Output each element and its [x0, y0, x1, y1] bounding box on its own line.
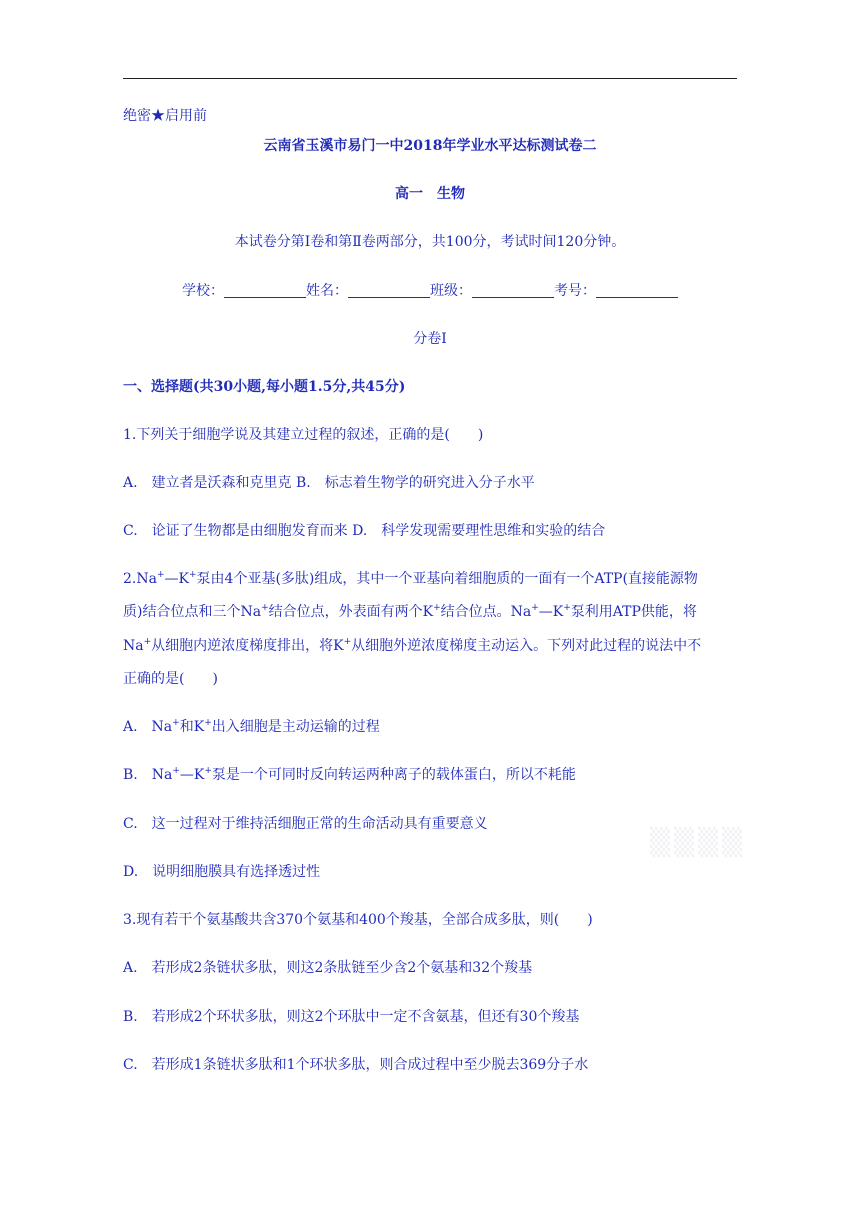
q2-stem-line-4: 正确的是( ): [123, 671, 218, 687]
q2-stem-line-1: [123, 569, 698, 589]
q2-text: —K: [164, 571, 189, 587]
superscript: +: [563, 603, 571, 613]
q2-text: 结合位点。Na: [440, 604, 532, 620]
q2-text: 从细胞外逆浓度梯度主动运入。下列对此过程的说法中不: [351, 638, 702, 654]
name-label: 姓名：: [306, 283, 348, 299]
q1-options-row-1: A. 建立者是沃森和克里克 B. 标志着生物学的研究进入分子水平: [123, 475, 535, 491]
name-blank[interactable]: [348, 283, 430, 298]
q2-text: Na: [123, 638, 144, 654]
q2-option-b: [123, 765, 576, 785]
q2-stem-line-3: [123, 636, 701, 656]
exam-title: 云南省玉溪市易门一中2018年学业水平达标测试卷二: [263, 138, 597, 154]
q2-text: 质)结合位点和三个Na: [123, 604, 262, 620]
exam-number-label: 考号：: [554, 283, 596, 299]
q3-option-a: A. 若形成2条链状多肽，则这2条肽链至少含2个氨基和32个羧基: [123, 960, 533, 976]
q2-text: —K: [179, 767, 205, 783]
section-label: 分卷I: [413, 331, 447, 347]
superscript: +: [343, 637, 352, 647]
exam-subtitle: 高一 生物: [395, 186, 465, 202]
q2-option-a: [123, 717, 380, 737]
q2-text: B. Na: [123, 767, 173, 783]
q2-text: 泵是一个可同时反向转运两种离子的载体蛋白，所以不耗能: [211, 767, 576, 783]
superscript: +: [204, 766, 212, 776]
part-heading: 一、选择题(共30小题,每小题1.5分,共45分): [123, 379, 406, 395]
q2-text: 和K: [179, 719, 205, 735]
school-blank[interactable]: [224, 283, 306, 298]
class-label: 班级：: [430, 283, 472, 299]
q2-text: 泵由4个亚基(多肽)组成，其中一个亚基向着细胞质的一面有一个ATP(直接能源物: [196, 571, 698, 587]
q2-text: 从细胞内逆浓度梯度排出，将K: [151, 638, 344, 654]
student-info-row: [0, 281, 860, 301]
q2-text: —K: [538, 604, 564, 620]
school-label: 学校：: [182, 283, 224, 299]
superscript: +: [261, 603, 269, 613]
q1-options-row-2: C. 论证了生物都是由细胞发育而来 D. 科学发现需要理性思维和实验的结合: [123, 523, 606, 539]
superscript: +: [204, 718, 212, 728]
exam-number-blank[interactable]: [596, 283, 678, 298]
q2-text: 结合位点，外表面有两个K: [268, 604, 434, 620]
q2-stem-line-2: [123, 602, 697, 622]
superscript: +: [172, 766, 180, 776]
q3-option-c: C. 若形成1条链状多肽和1个环状多肽，则合成过程中至少脱去369分子水: [123, 1057, 589, 1073]
q2-text: 2.Na: [123, 571, 157, 587]
superscript: +: [172, 718, 180, 728]
q3-stem: 3.现有若干个氨基酸共含370个氨基和400个羧基，全部合成多肽，则( ): [123, 912, 593, 928]
q2-option-d: D. 说明细胞膜具有选择透过性: [123, 864, 321, 880]
superscript: +: [433, 603, 441, 613]
q2-option-c: C. 这一过程对于维持活细胞正常的生命活动具有重要意义: [123, 816, 488, 832]
q2-text: 泵利用ATP供能，将: [570, 604, 697, 620]
superscript: +: [188, 570, 197, 580]
faint-watermark: ▒▒▒▒: [650, 828, 746, 858]
class-blank[interactable]: [472, 283, 554, 298]
q2-text: A. Na: [123, 719, 173, 735]
q2-text: 出入细胞是主动运输的过程: [211, 719, 380, 735]
superscript: +: [156, 570, 165, 580]
header-rule: [123, 78, 737, 79]
exam-intro: 本试卷分第Ⅰ卷和第Ⅱ卷两部分，共100分，考试时间120分钟。: [234, 234, 626, 250]
q3-option-b: B. 若形成2个环状多肽，则这2个环肽中一定不含氨基，但还有30个羧基: [123, 1009, 580, 1025]
secret-label: 绝密★启用前: [123, 108, 207, 124]
superscript: +: [531, 603, 539, 613]
q1-stem: 1.下列关于细胞学说及其建立过程的叙述，正确的是( ): [123, 427, 484, 443]
superscript: +: [143, 637, 152, 647]
